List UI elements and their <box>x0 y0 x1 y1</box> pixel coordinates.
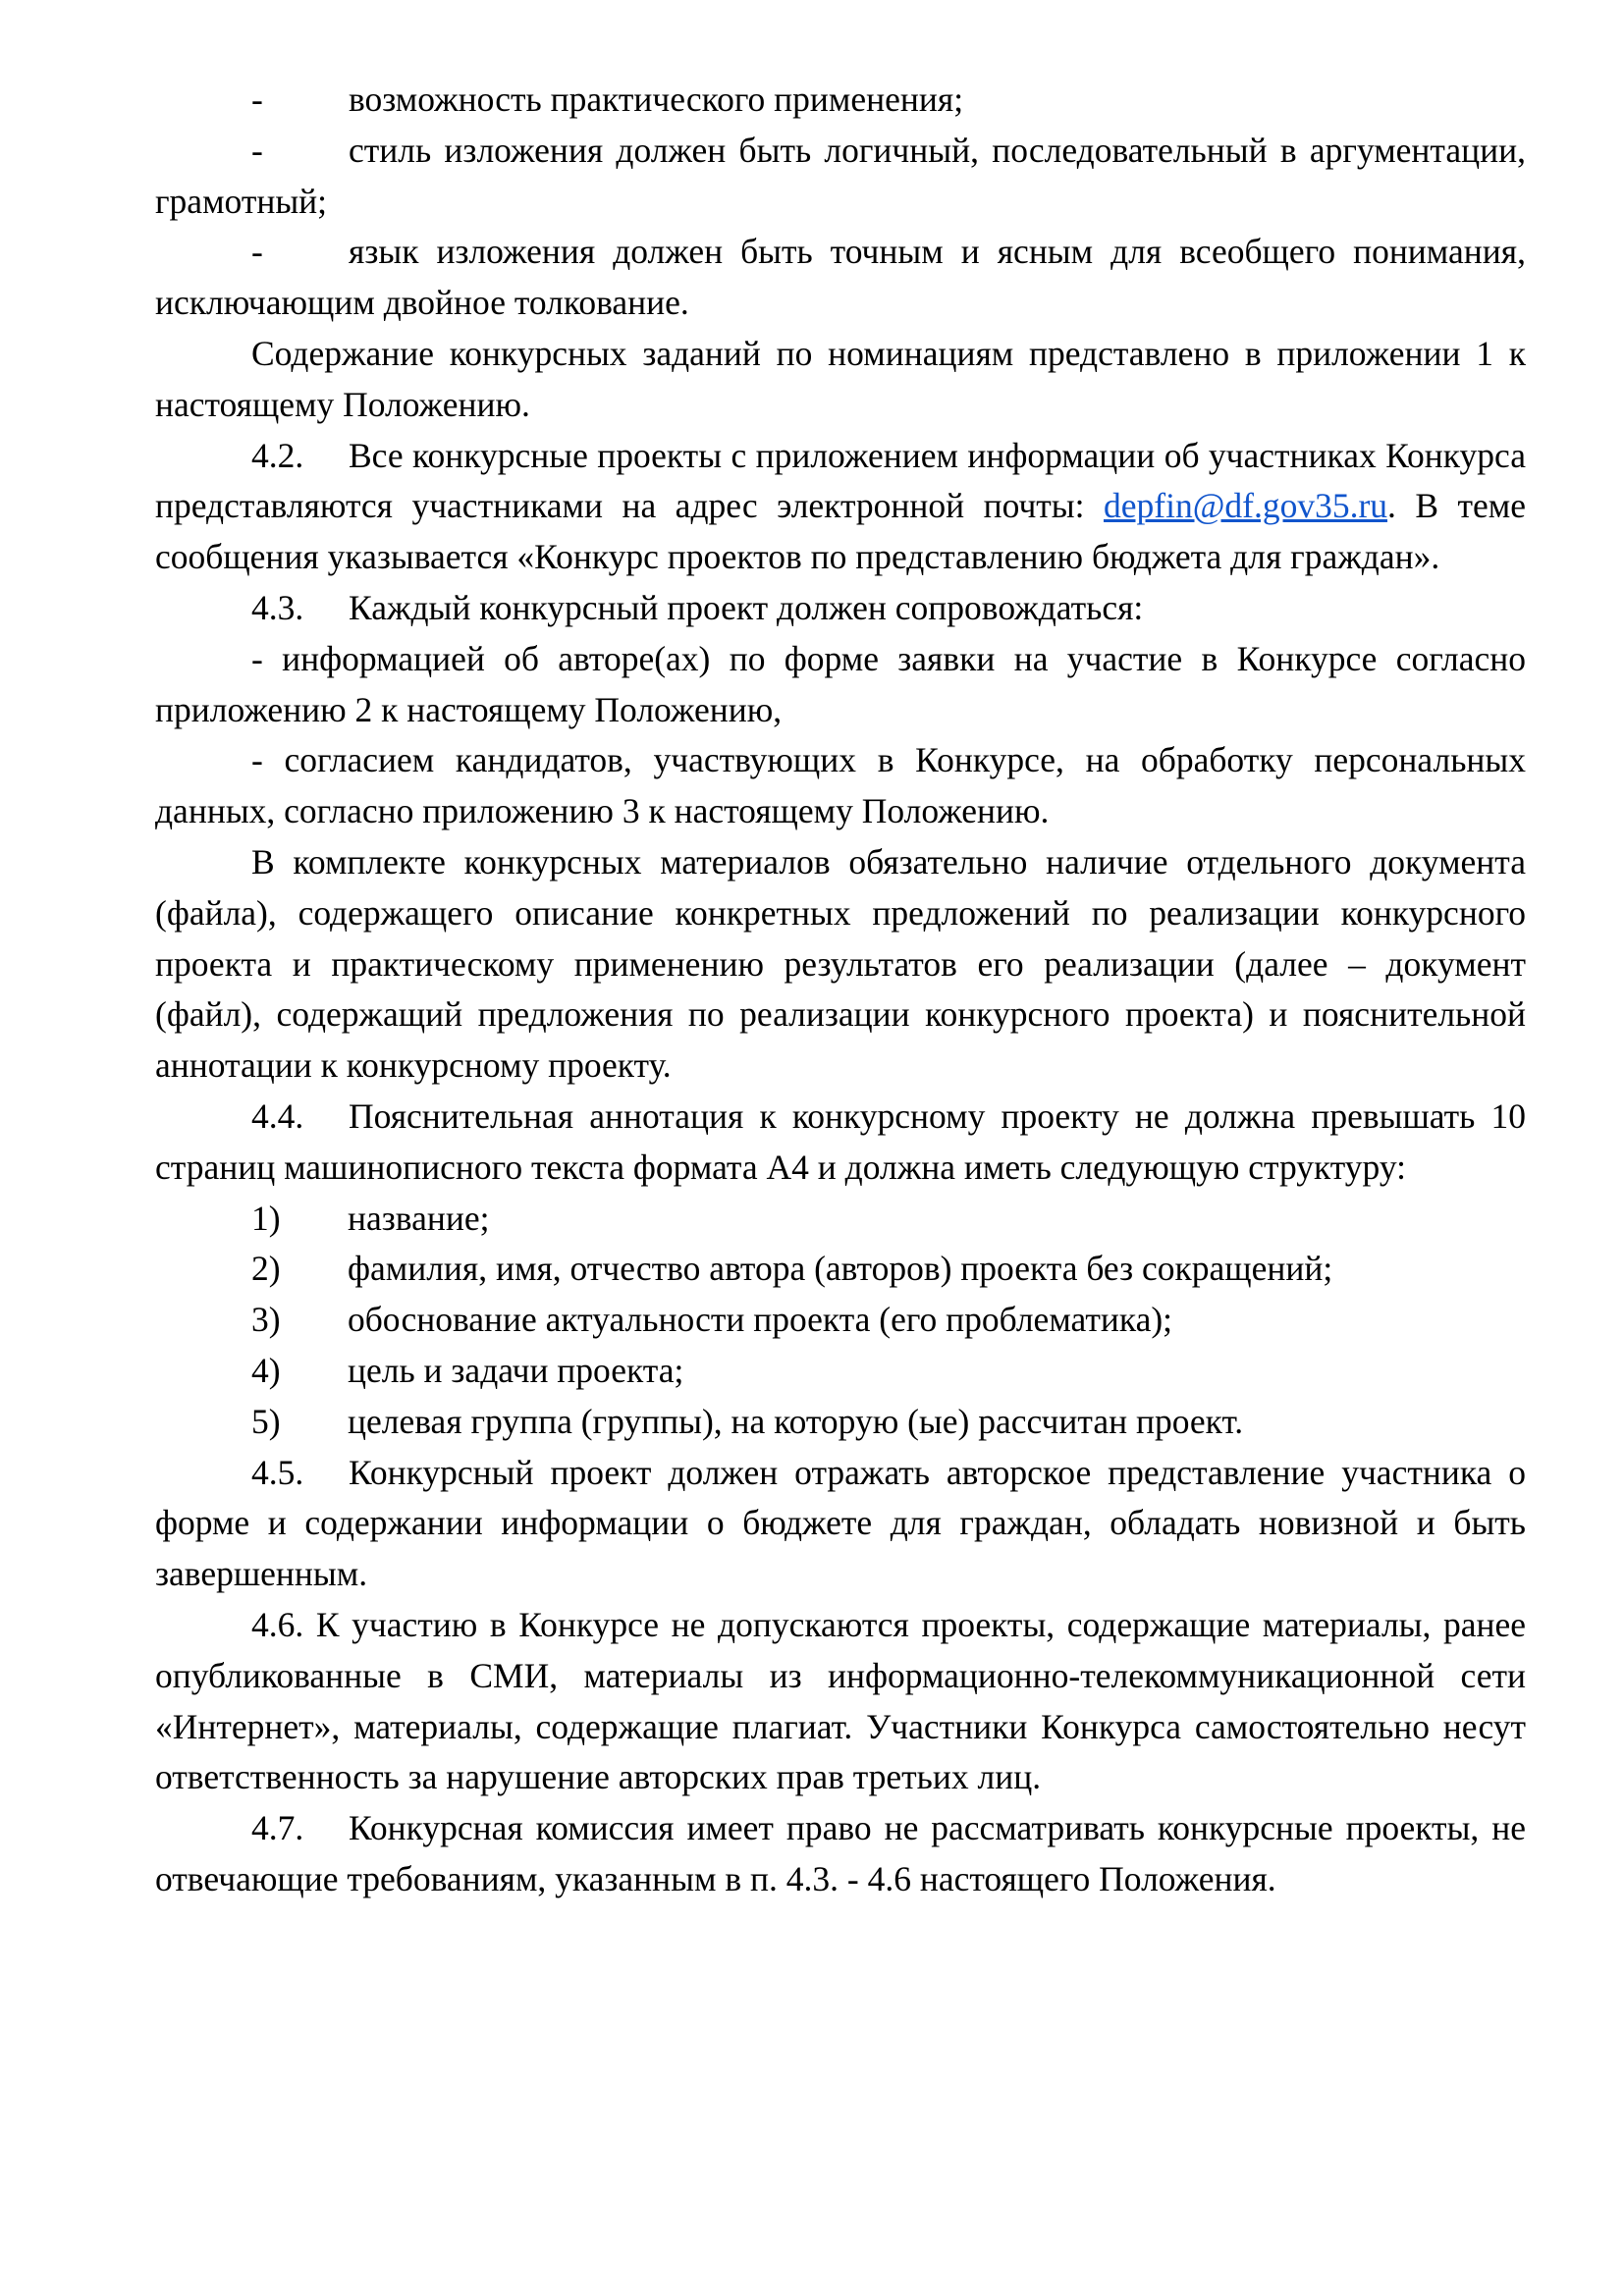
section-4-7 <box>155 1803 1526 1905</box>
section-text: Каждый конкурсный проект должен сопровождаться: <box>349 587 1144 627</box>
list-marker: 1) <box>251 1198 281 1238</box>
bullet-text: язык изложения должен быть точным и ясным для всеобщего понимания, исключающим двойное толкование. <box>155 232 1526 323</box>
bullet-text: стиль изложения должен быть логичный, последовательный в аргументации, грамотный; <box>155 130 1526 221</box>
list-marker: 3) <box>251 1300 281 1340</box>
section-number: 4.3. <box>251 587 304 627</box>
paragraph-contest-tasks: Содержание конкурсных заданий по номинациям представлено в приложении 1 к настоящему Положению. <box>155 333 1526 424</box>
list-text: название; <box>348 1198 490 1238</box>
list-text: целевая группа (группы), на которую (ые) рассчитан проект. <box>348 1401 1244 1441</box>
section-text: Конкурсный проект должен отражать авторское представление участника о форме и содержании информации о бюджете для граждан, обладать новизной и быть завершенным. <box>155 1452 1526 1594</box>
section-text: Все конкурсные проекты с приложением информации об участниках Конкурса представляются участниками на адрес электронной почты: <box>155 435 1526 526</box>
bullet-item <box>155 227 1526 329</box>
section-number: 4.7. <box>251 1808 304 1848</box>
list-item <box>155 1346 1526 1397</box>
list-item <box>155 1194 1526 1245</box>
section-number: 4.4. <box>251 1095 304 1136</box>
bullet-marker: - <box>251 130 263 170</box>
list-marker: 2) <box>251 1249 281 1289</box>
bullet-marker: - <box>251 232 263 272</box>
list-text: цель и задачи проекта; <box>348 1350 684 1390</box>
list-marker: 5) <box>251 1401 281 1441</box>
section-number: 4.2. <box>251 435 304 475</box>
email-link[interactable]: depfin@df.gov35.ru <box>1104 486 1388 526</box>
list-item <box>155 1397 1526 1448</box>
section-text: Пояснительная аннотация к конкурсному проекту не должна превышать 10 страниц машинописного текста формата А4 и должна иметь следующую структуру: <box>155 1095 1526 1187</box>
section-text: Конкурсная комиссия имеет право не рассматривать конкурсные проекты, не отвечающие требованиям, указанным в п. 4.3. - 4.6 настоящего Положения. <box>155 1808 1526 1898</box>
section-number: 4.5. <box>251 1452 304 1492</box>
bullet-item <box>155 126 1526 228</box>
section-4-6: 4.6. К участию в Конкурсе не допускаются проекты, содержащие материалы, ранее опубликованные в СМИ, материалы из информационно-телекоммуникационной сети «Интернет», материалы, содержащие плагиат. Участники Конкурса самостоятельно несут ответственность за нарушение авторских прав третьих лиц. <box>155 1604 1526 1797</box>
section-4-2 <box>155 431 1526 583</box>
section-4-5 <box>155 1448 1526 1600</box>
list-item <box>155 1244 1526 1295</box>
bullet-text: возможность практического применения; <box>349 80 964 119</box>
list-text: фамилия, имя, отчество автора (авторов) проекта без сокращений; <box>348 1249 1333 1289</box>
section-4-3 <box>155 583 1526 634</box>
paragraph-author-info: - информацией об авторе(ах) по форме заявки на участие в Конкурсе согласно приложению 2 к настоящему Положению, <box>155 638 1526 729</box>
list-text: обоснование актуальности проекта (его проблематика); <box>348 1300 1173 1340</box>
paragraph-consent: - согласием кандидатов, участвующих в Конкурсе, на обработку персональных данных, согласно приложению 3 к настоящему Положению. <box>155 740 1526 831</box>
list-marker: 4) <box>251 1350 281 1390</box>
bullet-item <box>155 75 1526 126</box>
section-4-4 <box>155 1092 1526 1194</box>
paragraph-materials-set: В комплекте конкурсных материалов обязательно наличие отдельного документа (файла), содержащего описание конкретных предложений по реализации конкурсного проекта и практическому применению результатов его реализации (далее – документ (файл), содержащий предложения по реализации конкурсного проекта) и пояснительной аннотации к конкурсному проекту. <box>155 841 1526 1086</box>
bullet-marker: - <box>251 80 263 119</box>
list-item <box>155 1295 1526 1346</box>
section-text-continued: . В теме сообщения указывается «Конкурс проектов по представлению бюджета для граждан». <box>155 486 1527 577</box>
